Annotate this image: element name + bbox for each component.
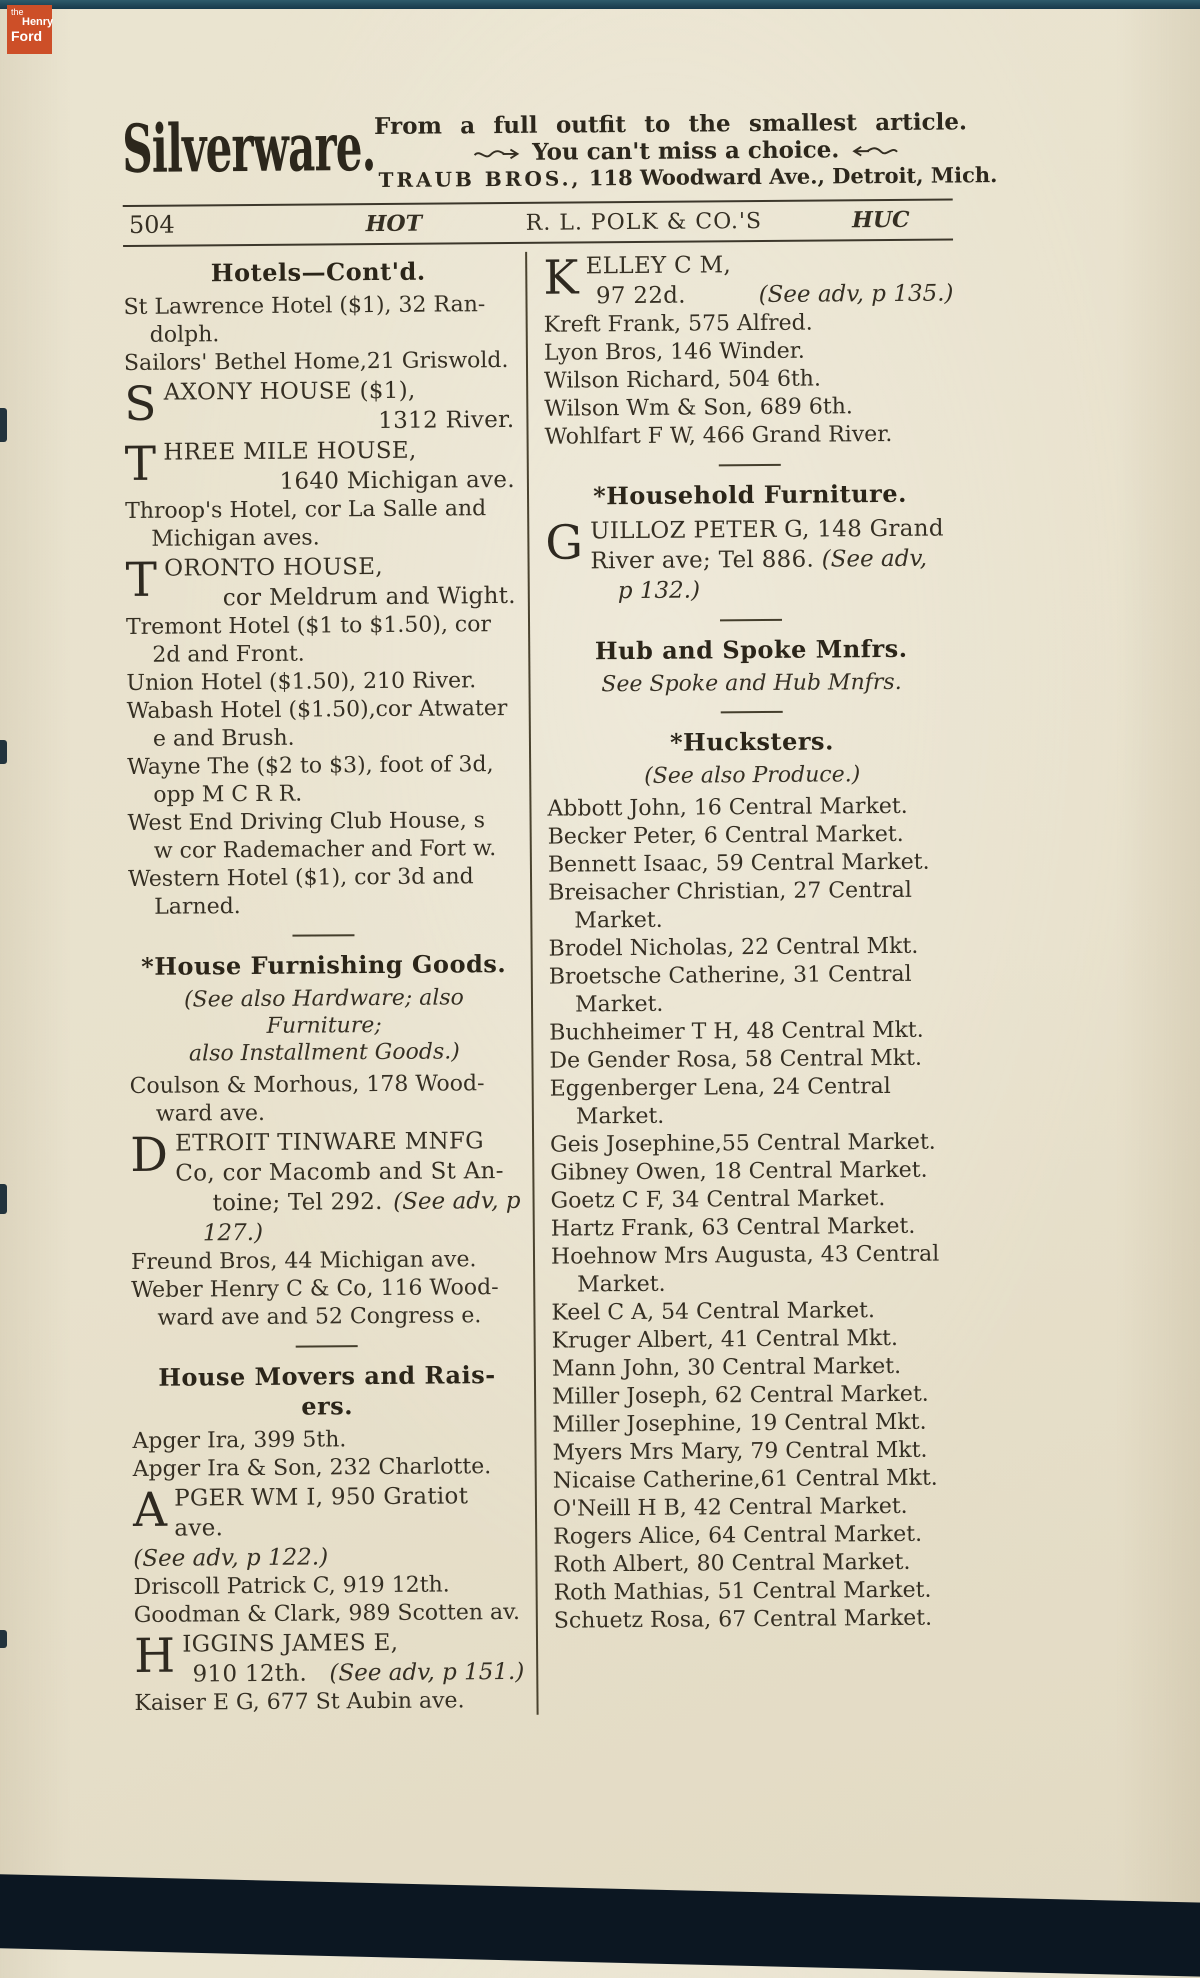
section-note xyxy=(547,760,957,790)
heading-line: *Hucksters. xyxy=(669,726,834,757)
directory-entry xyxy=(548,848,958,879)
directory-entry xyxy=(133,1453,523,1484)
directory-entry xyxy=(554,1604,964,1635)
directory-section xyxy=(545,478,956,606)
text-run: 910 12th. xyxy=(192,1660,308,1688)
entry-line xyxy=(543,248,953,281)
ad-advertiser-line xyxy=(374,162,997,192)
directory-entry xyxy=(124,347,514,378)
text-run: Larned. xyxy=(154,894,241,920)
entry-line xyxy=(127,807,517,838)
directory-section xyxy=(123,256,518,922)
entry-line xyxy=(586,278,954,311)
text-run: Sailors' Bethel Home,21 Griswold. xyxy=(123,347,509,376)
ad-tagline-2-text: You can't miss a choice. xyxy=(532,136,840,166)
directory-entry xyxy=(131,1274,521,1333)
directory-entry xyxy=(551,1240,961,1299)
entry-line xyxy=(154,891,518,922)
ad-advertiser-name: TRAUB BROS., xyxy=(378,166,582,192)
drop-cap-letter: T xyxy=(124,436,157,492)
entry-line xyxy=(544,420,954,451)
page-header xyxy=(123,200,953,245)
section-heading xyxy=(547,725,957,758)
note-line: also Installment Goods.) xyxy=(188,1039,460,1067)
entry-line xyxy=(553,1520,963,1551)
directory-entry xyxy=(130,1070,520,1129)
entry-line xyxy=(554,1604,964,1635)
entry-line xyxy=(150,319,514,350)
text-run: HREE MILE HOUSE, xyxy=(163,437,417,466)
note-line: See Spoke and Hub Mnfrs. xyxy=(601,669,902,698)
publisher-name: R. L. POLK & CO.'S xyxy=(525,208,763,236)
directory-entry xyxy=(545,513,956,606)
section-note xyxy=(129,984,520,1068)
entry-line xyxy=(126,581,516,614)
entry-line xyxy=(125,495,515,526)
scan-edge-mark xyxy=(0,740,7,764)
text-run: Weber Henry C & Co, 116 Wood- xyxy=(131,1275,499,1303)
directory-entry xyxy=(128,863,518,922)
ad-product-name: Silverware. xyxy=(121,107,376,188)
text-run: Keel C A, 54 Central Market. xyxy=(551,1298,876,1326)
scan-page xyxy=(121,105,998,1717)
scan-edge-mark xyxy=(0,1184,7,1214)
text-run: (See adv, p 122.) xyxy=(133,1544,329,1572)
heading-line: Hotels—Cont'd. xyxy=(210,256,426,288)
entry-line xyxy=(125,465,515,498)
text-run: Hoehnow Mrs Augusta, 43 Central xyxy=(550,1241,940,1270)
entry-line xyxy=(153,723,517,754)
entry-line xyxy=(550,1128,960,1159)
entry-line xyxy=(152,639,516,670)
entry-line xyxy=(548,876,958,907)
heading-line: Hub and Spoke Mnfrs. xyxy=(594,633,908,666)
directory-entry xyxy=(552,1408,962,1439)
entry-line xyxy=(124,405,514,438)
text-run: Schuetz Rosa, 67 Central Market. xyxy=(553,1605,933,1634)
entry-line xyxy=(131,1274,521,1305)
directory-entry xyxy=(544,364,954,395)
text-run: w cor Rademacher and Fort w. xyxy=(153,836,497,864)
entry-line xyxy=(550,1072,960,1103)
scan-edge-mark xyxy=(0,1630,7,1648)
directory-entry xyxy=(553,1548,963,1579)
entry-line xyxy=(549,1044,959,1075)
text-run: West End Driving Club House, s xyxy=(127,808,486,836)
directory-entry xyxy=(549,1016,959,1047)
directory-entry xyxy=(124,375,514,438)
guide-word-left: HOT xyxy=(365,210,423,238)
entry-line xyxy=(133,1571,523,1602)
entry-line xyxy=(552,1324,962,1355)
text-run: St Lawrence Hotel ($1), 32 Ran- xyxy=(123,292,486,320)
text-run: Wohlfart F W, 466 Grand River. xyxy=(544,421,893,450)
entry-line xyxy=(151,523,515,554)
section-heading xyxy=(546,633,956,666)
text-run: Breisacher Christian, 27 Central xyxy=(548,877,912,906)
text-run: Wabash Hotel ($1.50),cor Atwater xyxy=(126,695,508,724)
note-line: (See also Hardware; also Furniture; xyxy=(183,985,464,1039)
text-run: e and Brush. xyxy=(152,725,295,752)
directory-entry xyxy=(550,1156,960,1187)
text-run: River ave; Tel 886. xyxy=(590,546,822,575)
entry-line xyxy=(553,1464,963,1495)
entry-line xyxy=(125,435,515,468)
section-divider xyxy=(292,934,354,936)
directory-entry xyxy=(127,695,517,754)
entry-line xyxy=(127,751,517,782)
text-run: Nicaise Catherine,61 Central Mkt. xyxy=(552,1465,938,1494)
text-run: 1312 River. xyxy=(378,406,515,434)
text-run: Driscoll Patrick C, 919 12th. xyxy=(133,1572,450,1600)
text-run: Bennett Isaac, 59 Central Market. xyxy=(547,849,930,878)
text-run: Wilson Richard, 504 6th. xyxy=(544,366,821,394)
entry-line xyxy=(553,1548,963,1579)
directory-section xyxy=(546,633,956,698)
right-column xyxy=(525,248,964,1714)
text-run: ward ave and 52 Congress e. xyxy=(157,1303,482,1331)
entry-line xyxy=(132,1425,522,1456)
scan-top-edge xyxy=(0,0,1200,9)
entry-line xyxy=(550,1156,960,1187)
directory-entry xyxy=(549,1044,959,1075)
entry-line xyxy=(133,1541,523,1574)
section-heading xyxy=(545,478,955,511)
text-run: Kruger Albert, 41 Central Mkt. xyxy=(551,1325,899,1354)
entry-line xyxy=(552,1352,962,1383)
text-run: Goetz C F, 34 Central Market. xyxy=(550,1186,886,1214)
henry-ford-logo xyxy=(7,5,52,54)
directory-entry xyxy=(544,336,954,367)
directory-entry xyxy=(550,1072,960,1131)
entry-line xyxy=(550,1184,960,1215)
logo-word-ford: Ford xyxy=(11,27,43,44)
heading-line: *House Furnishing Goods. xyxy=(141,949,507,981)
entry-line xyxy=(134,1627,524,1660)
text-run: toine; Tel 292. xyxy=(212,1188,383,1217)
guide-word-right: HUC xyxy=(852,206,910,234)
directory-entry xyxy=(127,807,517,866)
entry-line xyxy=(126,611,516,642)
entry-line xyxy=(554,1576,964,1607)
text-run: Apger Ira & Son, 232 Charlotte. xyxy=(132,1454,492,1482)
entry-line xyxy=(133,1453,523,1484)
entry-line xyxy=(618,573,956,606)
entry-line xyxy=(552,1436,962,1467)
entry-line xyxy=(577,1268,961,1299)
entry-line xyxy=(551,1212,961,1243)
directory-entry xyxy=(134,1599,524,1630)
entry-line xyxy=(553,1492,963,1523)
entry-line xyxy=(134,1599,524,1630)
entry-line xyxy=(123,291,513,322)
text-run: Roth Mathias, 51 Central Market. xyxy=(553,1577,932,1606)
text-run: PGER WM I, 950 Gratiot ave. xyxy=(174,1483,469,1542)
ad-advertiser-address: 118 Woodward Ave., Detroit, Mich. xyxy=(588,162,998,191)
heading-line: *Household Furniture. xyxy=(593,478,908,511)
text-run: Rogers Alice, 64 Central Market. xyxy=(553,1521,923,1550)
drop-cap-letter: G xyxy=(545,515,584,571)
text-run: ELLEY C M, xyxy=(585,252,732,280)
text-run: cor Meldrum and Wight. xyxy=(222,582,516,612)
text-run: Michigan aves. xyxy=(151,525,320,552)
directory-entry xyxy=(552,1380,962,1411)
text-run: Co, cor Macomb and St An- xyxy=(175,1158,504,1187)
text-run: 127.) xyxy=(202,1219,264,1247)
text-run: Myers Mrs Mary, 79 Central Mkt. xyxy=(552,1437,928,1466)
directory-entry xyxy=(553,1520,963,1551)
text-run: p 132.) xyxy=(617,577,701,605)
section-heading xyxy=(123,256,513,289)
entry-line xyxy=(545,513,955,546)
directory-entry xyxy=(552,1436,962,1467)
directory-entry xyxy=(126,611,516,670)
entry-line xyxy=(156,1098,520,1129)
text-run: Tremont Hotel ($1 to $1.50), cor xyxy=(125,612,492,640)
ad-banner xyxy=(121,105,998,198)
text-run: ward ave. xyxy=(155,1100,266,1127)
text-run: Miller Josephine, 19 Central Mkt. xyxy=(552,1409,927,1438)
page-number: 504 xyxy=(128,210,175,239)
directory-entry xyxy=(552,1352,962,1383)
entry-line xyxy=(182,1657,524,1690)
directory-entry xyxy=(548,820,958,851)
left-column xyxy=(123,252,524,1718)
scan-bottom-edge xyxy=(0,1874,1200,1978)
text-run: Eggenberger Lena, 24 Central xyxy=(549,1073,891,1102)
text-run: ORONTO HOUSE, xyxy=(164,553,384,582)
directory-entry xyxy=(552,1324,962,1355)
directory-entry xyxy=(553,1464,963,1495)
entry-line xyxy=(545,543,955,576)
text-run: Brodel Nicholas, 22 Central Mkt. xyxy=(548,933,919,962)
text-run: opp M C R R. xyxy=(153,781,303,808)
directory-entry xyxy=(130,1126,521,1249)
text-run: Kaiser E G, 677 St Aubin ave. xyxy=(134,1688,465,1716)
entry-line xyxy=(544,308,954,339)
directory-entry xyxy=(551,1296,961,1327)
text-run: (See adv, xyxy=(821,545,928,573)
drop-cap-letter: H xyxy=(133,1628,176,1684)
entry-line xyxy=(130,1156,520,1189)
entry-line xyxy=(552,1408,962,1439)
entry-line xyxy=(548,932,958,963)
entry-line xyxy=(202,1186,520,1218)
text-run: 2d and Front. xyxy=(152,641,305,668)
directory-entry xyxy=(132,1425,522,1456)
section-note xyxy=(546,668,956,698)
directory-entry xyxy=(550,1128,960,1159)
entry-line xyxy=(128,863,518,894)
directory-entry xyxy=(553,1492,963,1523)
directory-section xyxy=(547,725,964,1635)
text-run: (See adv, p xyxy=(393,1187,521,1215)
entry-line xyxy=(124,375,514,408)
text-run: ETROIT TINWARE MNFG xyxy=(174,1128,485,1157)
text-run: dolph. xyxy=(149,322,220,348)
entry-line xyxy=(125,551,515,584)
text-run: Gibney Owen, 18 Central Market. xyxy=(550,1157,928,1186)
entry-line xyxy=(544,364,954,395)
text-run: Wayne The ($2 to $3), foot of 3d, xyxy=(127,752,494,780)
scan-edge-mark xyxy=(0,408,7,442)
entry-line xyxy=(551,1240,961,1271)
section-divider xyxy=(721,711,783,713)
entry-line xyxy=(547,792,957,823)
directory-section xyxy=(543,248,955,451)
text-run: AXONY HOUSE ($1), xyxy=(163,377,416,406)
text-run: Kreft Frank, 575 Alfred. xyxy=(543,310,813,338)
drop-cap-letter: T xyxy=(125,552,158,608)
directory-columns xyxy=(123,248,964,1717)
directory-entry xyxy=(123,291,513,350)
directory-entry xyxy=(125,551,515,614)
text-run: Lyon Bros, 146 Winder. xyxy=(543,338,805,366)
text-run: Hartz Frank, 63 Central Market. xyxy=(550,1213,916,1242)
text-run: Market. xyxy=(574,907,663,934)
section-divider xyxy=(720,619,782,621)
entry-line xyxy=(127,695,517,726)
text-run: UILLOZ PETER G, 148 Grand xyxy=(590,515,944,545)
text-run: Abbott John, 16 Central Market. xyxy=(547,793,908,822)
text-run: Freund Bros, 44 Michigan ave. xyxy=(130,1247,477,1275)
text-run: 1640 Michigan ave. xyxy=(279,466,516,495)
directory-entry xyxy=(544,392,954,423)
text-run: Apger Ira, 399 5th. xyxy=(132,1427,347,1454)
directory-entry xyxy=(551,1212,961,1243)
directory-entry xyxy=(125,435,515,498)
text-run: Buchheimer T H, 48 Central Mkt. xyxy=(549,1017,924,1046)
drop-cap-letter: A xyxy=(132,1482,168,1538)
text-run: Wilson Wm & Son, 689 6th. xyxy=(544,394,853,422)
section-heading xyxy=(132,1360,522,1423)
entry-line xyxy=(131,1246,521,1277)
section-divider xyxy=(719,464,781,466)
drop-cap-letter: D xyxy=(129,1127,169,1183)
ad-tagline-1: From a full outfit to the smallest article. xyxy=(374,108,968,141)
text-run: (See adv, p 151.) xyxy=(329,1658,525,1687)
entry-line xyxy=(544,336,954,367)
directory-entry xyxy=(554,1576,964,1607)
entry-line xyxy=(549,1016,959,1047)
entry-line xyxy=(549,960,959,991)
directory-section xyxy=(129,949,522,1333)
entry-line xyxy=(574,904,958,935)
directory-entry xyxy=(549,960,959,1019)
entry-line xyxy=(153,779,517,810)
directory-entry xyxy=(544,308,954,339)
entry-line xyxy=(575,988,959,1019)
text-run: Union Hotel ($1.50), 210 River. xyxy=(126,668,477,696)
text-run: Throop's Hotel, cor La Salle and xyxy=(125,496,487,524)
directory-entry xyxy=(547,792,957,823)
entry-line xyxy=(552,1380,962,1411)
text-run: Market. xyxy=(574,991,664,1018)
squiggle-arrow-left-icon xyxy=(849,144,899,158)
entry-line xyxy=(130,1070,520,1101)
directory-section xyxy=(132,1360,525,1718)
text-run: Goodman & Clark, 989 Scotten av. xyxy=(133,1599,521,1628)
entry-line xyxy=(154,835,518,866)
directory-entry xyxy=(548,876,958,935)
entry-line xyxy=(551,1296,961,1327)
directory-entry xyxy=(134,1687,524,1718)
entry-line xyxy=(157,1302,521,1333)
entry-line xyxy=(203,1216,521,1248)
text-run: Geis Josephine,55 Central Market. xyxy=(550,1129,936,1158)
heading-line: ers. xyxy=(301,1391,354,1421)
text-run: Becker Peter, 6 Central Market. xyxy=(547,821,904,850)
directory-entry xyxy=(543,248,953,311)
text-run: De Gender Rosa, 58 Central Mkt. xyxy=(549,1045,922,1074)
entry-line xyxy=(130,1126,520,1159)
note-line: (See also Produce.) xyxy=(644,762,861,789)
entry-line xyxy=(548,820,958,851)
ad-copy xyxy=(374,105,998,196)
entry-line xyxy=(124,347,514,378)
text-run: Market. xyxy=(577,1271,666,1298)
drop-cap-letter: K xyxy=(543,250,579,306)
directory-entry xyxy=(126,667,516,698)
text-run: Roth Albert, 80 Central Market. xyxy=(553,1549,911,1578)
section-heading xyxy=(129,949,519,982)
text-run: 97 22d. xyxy=(595,282,686,310)
directory-entry xyxy=(127,751,517,810)
directory-entry xyxy=(544,420,954,451)
text-run: O'Neill H B, 42 Central Market. xyxy=(552,1493,908,1522)
text-run: (See adv, p 135.) xyxy=(758,280,954,309)
text-run: Miller Joseph, 62 Central Market. xyxy=(552,1381,929,1410)
directory-entry xyxy=(133,1571,523,1602)
squiggle-arrow-right-icon xyxy=(472,147,522,161)
entry-line xyxy=(544,392,954,423)
section-divider xyxy=(296,1345,358,1347)
directory-entry xyxy=(134,1627,524,1690)
text-run: Mann John, 30 Central Market. xyxy=(551,1353,902,1382)
directory-entry xyxy=(131,1246,521,1277)
entry-line xyxy=(133,1481,523,1544)
text-run: Market. xyxy=(575,1103,665,1130)
text-run: Coulson & Morhous, 178 Wood- xyxy=(129,1071,485,1099)
logo-word-henry: Henry xyxy=(22,16,54,29)
directory-entry xyxy=(550,1184,960,1215)
entry-line xyxy=(134,1687,524,1718)
text-run: IGGINS JAMES E, xyxy=(182,1629,399,1658)
directory-entry xyxy=(133,1481,524,1574)
entry-line xyxy=(548,848,958,879)
entry-line xyxy=(126,667,516,698)
heading-line: House Movers and Rais- xyxy=(158,1360,496,1392)
text-run: Western Hotel ($1), cor 3d and xyxy=(127,864,474,892)
entry-line xyxy=(576,1100,960,1131)
drop-cap-letter: S xyxy=(124,376,158,432)
directory-entry xyxy=(548,932,958,963)
text-run: Broetsche Catherine, 31 Central xyxy=(548,961,912,990)
directory-entry xyxy=(125,495,515,554)
logo-word-the: the xyxy=(11,7,24,17)
